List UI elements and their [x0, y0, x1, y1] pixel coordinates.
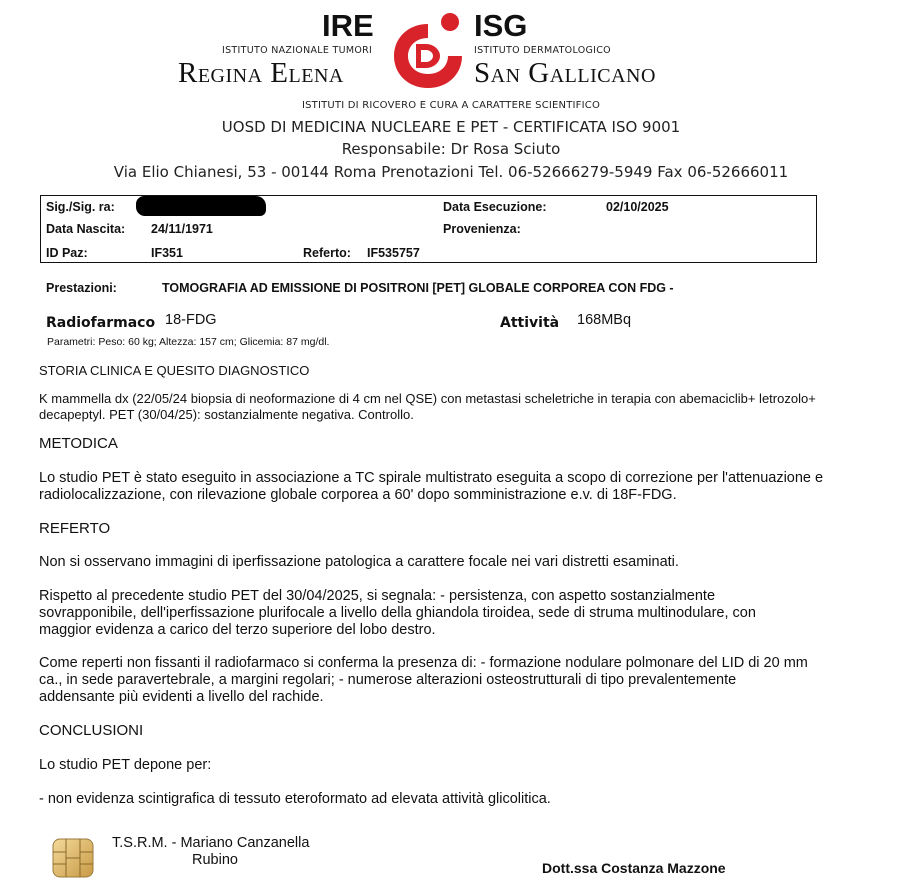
birth-date-value: 24/11/1971 — [151, 222, 213, 236]
smartcard-chip-icon — [52, 838, 94, 878]
method-text: Lo studio PET è stato eseguito in associazione a TC spirale multistrato eseguita a scopo di correzione per l'attenuazione e radiolocalizzazione, con rilevazione globale corporea a 60' dopo somministrazione e.v. di 18F-FDG. — [39, 470, 824, 503]
services-label: Prestazioni: — [46, 281, 117, 295]
ire-acronym: IRE — [322, 8, 374, 43]
isg-acronym: ISG — [474, 8, 528, 43]
conclusions-paragraph-2: - non evidenza scintigrafica di tessuto eteroformato ad elevata attività glicolitica. — [39, 791, 551, 807]
department-line: UOSD DI MEDICINA NUCLEARE E PET - CERTIFICATA ISO 9001 — [221, 118, 681, 136]
radiopharm-label: Radiofarmaco — [46, 315, 156, 331]
ire-subtitle: ISTITUTO NAZIONALE TUMORI — [222, 45, 373, 56]
responsible-line: Responsabile: Dr Rosa Sciuto — [341, 140, 561, 158]
activity-value: 168MBq — [577, 312, 632, 328]
report-paragraph-2: Rispetto al precedente studio PET del 30/04/2025, si segnala: - persistenza, con aspetto sostanzialmente sovrapponibile, dell'iperfissazione plurifocale a livello della ghiandola tiroidea, sede di struma multinodulare, con maggior evidenza a carico del terzo superiore del lobo destro. — [39, 588, 756, 638]
activity-label: Attività — [500, 315, 560, 331]
institute-logo-icon — [388, 10, 468, 90]
conclusions-paragraph-1: Lo studio PET depone per: — [39, 757, 212, 773]
isg-name: San Gallicano — [474, 57, 656, 89]
exec-date-label: Data Esecuzione: — [443, 200, 547, 214]
conclusions-title: CONCLUSIONI — [39, 722, 144, 739]
report-title: REFERTO — [39, 520, 111, 537]
report-label: Referto: — [303, 246, 351, 260]
ire-name: Regina Elena — [178, 57, 344, 89]
history-text: K mammella dx (22/05/24 biopsia di neoformazione di 4 cm nel QSE) con metastasi scheletriche in terapia con abemaciclib+ letrozolo+ decapeptyl. PET (30/04/25): sostanzialmente negativa. Controllo. — [39, 391, 816, 422]
report-value: IF535757 — [367, 246, 420, 260]
tsrm-line-2: Rubino — [192, 852, 238, 868]
report-paragraph-3: Come reperti non fissanti il radiofarmaco si conferma la presenza di: - formazione nodulare polmonare del LID di 20 mm ca., in sede paravertebrale, a margini regolari; - numerose alterazioni osteostrutturali di tipo prevalentemente addensante più evidenti a livello del rachide. — [39, 655, 808, 705]
irccs-line: ISTITUTI DI RICOVERO E CURA A CARATTERE SCIENTIFICO — [301, 100, 601, 111]
radiopharm-value: 18-FDG — [165, 312, 217, 328]
patient-id-value: IF351 — [151, 246, 183, 260]
history-title: STORIA CLINICA E QUESITO DIAGNOSTICO — [39, 363, 310, 378]
address-line: Via Elio Chianesi, 53 - 00144 Roma Prenotazioni Tel. 06-52666279-5949 Fax 06-52666011 — [113, 163, 789, 181]
birth-date-label: Data Nascita: — [46, 222, 126, 236]
doctor-signature: Dott.ssa Costanza Mazzone — [542, 860, 726, 876]
patient-id-label: ID Paz: — [46, 246, 88, 260]
provenance-label: Provenienza: — [443, 222, 521, 236]
report-paragraph-1: Non si osservano immagini di iperfissazione patologica a carattere focale nei vari distretti esaminati. — [39, 554, 679, 570]
parameters-line: Parametri: Peso: 60 kg; Altezza: 157 cm; Glicemia: 87 mg/dl. — [47, 336, 330, 348]
services-value: TOMOGRAFIA AD EMISSIONE DI POSITRONI [PET] GLOBALE CORPOREA CON FDG - — [162, 281, 674, 295]
name-redaction — [136, 196, 266, 216]
tsrm-line-1: T.S.R.M. - Mariano Canzanella — [112, 835, 310, 851]
method-title: METODICA — [39, 435, 118, 452]
patient-info-box — [40, 195, 817, 263]
isg-subtitle: ISTITUTO DERMATOLOGICO — [474, 45, 611, 56]
exec-date-value: 02/10/2025 — [606, 200, 669, 214]
patient-name-label: Sig./Sig. ra: — [46, 200, 115, 214]
